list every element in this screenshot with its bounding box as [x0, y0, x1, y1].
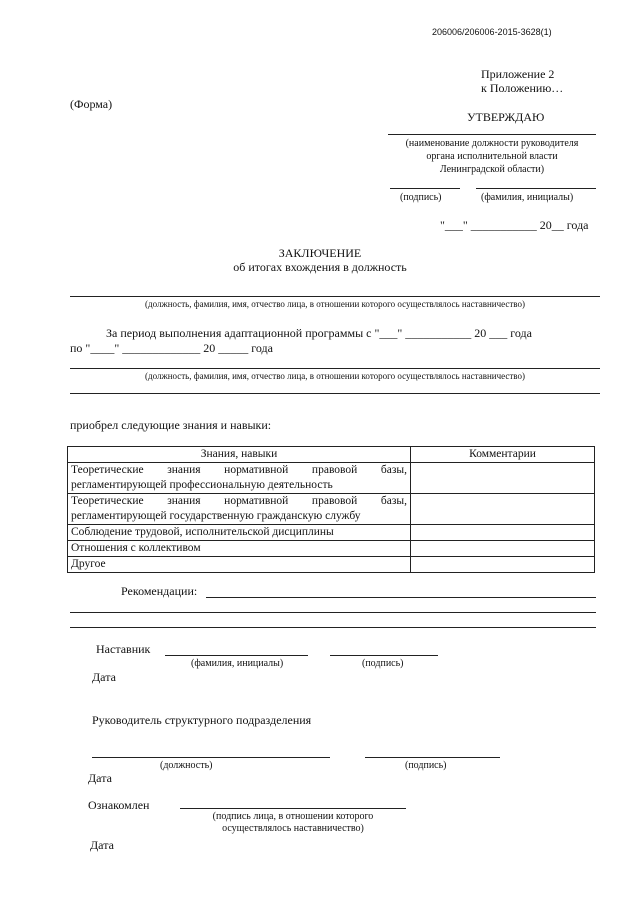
recommendations-label: Рекомендации: — [121, 584, 198, 598]
acquired-label: приобрел следующие знания и навыки: — [70, 418, 272, 432]
head-sign-field[interactable] — [365, 757, 500, 758]
skill-text: Теоретические знания нормативной правовой базы, — [71, 464, 407, 476]
recommendations-line-1[interactable] — [206, 597, 596, 598]
approve-heading: УТВЕРЖДАЮ — [467, 110, 545, 124]
head-unit-label: Руководитель структурного подразделения — [92, 713, 312, 727]
recommendations-line-2[interactable] — [70, 612, 596, 613]
skills-table — [67, 446, 595, 573]
head-position-line[interactable] — [388, 134, 596, 135]
person-caption-1: (должность, фамилия, имя, отчество лица, в отношении которого осуществлялось наставничество) — [145, 299, 525, 309]
mentor-label: Наставник — [96, 642, 151, 656]
document-id: 206006/206006-2015-3628(1) — [432, 27, 552, 37]
document-title: ЗАКЛЮЧЕНИЕ — [278, 246, 362, 260]
table-row — [68, 541, 595, 557]
skill-cell — [68, 541, 411, 557]
comment-cell[interactable] — [411, 463, 595, 494]
skill-text: регламентирующей государственную гражданскую службу — [71, 510, 361, 522]
head-position-field[interactable] — [92, 757, 330, 758]
comment-cell[interactable] — [411, 494, 595, 525]
appendix-line-1: Приложение 2 — [481, 67, 555, 81]
comment-cell[interactable] — [411, 541, 595, 557]
position-caption: (должность) — [160, 760, 213, 771]
familiarized-sign-line[interactable] — [180, 808, 406, 809]
mentor-sign-line[interactable] — [330, 655, 438, 656]
table-row — [68, 463, 595, 494]
mentor-date-label: Дата — [92, 670, 116, 684]
person-line-2[interactable] — [70, 368, 600, 369]
form-label: (Форма) — [70, 97, 113, 111]
skill-text: Другое — [71, 558, 106, 570]
comment-cell[interactable] — [411, 557, 595, 573]
skill-cell — [68, 557, 411, 573]
person-line-3[interactable] — [70, 393, 600, 394]
approve-name-caption: (фамилия, инициалы) — [481, 192, 574, 203]
head-caption-1: (наименование должности руководителя — [405, 138, 579, 149]
skill-text: Теоретические знания нормативной правовой базы, — [71, 495, 407, 507]
familiarized-label: Ознакомлен — [88, 798, 150, 812]
approve-date[interactable]: "___" ___________ 20__ года — [440, 218, 589, 232]
mentor-sign-caption: (подпись) — [362, 658, 404, 669]
comments-header: Комментарии — [411, 447, 595, 463]
period-line-1: За период выполнения адаптационной программы с "___" ___________ 20 ___ года — [106, 326, 532, 340]
mentor-name-line[interactable] — [165, 655, 308, 656]
person-line-1[interactable] — [70, 296, 600, 297]
approve-name-line[interactable] — [476, 188, 596, 189]
approve-sign-caption: (подпись) — [400, 192, 442, 203]
period-line-2: по "____" _____________ 20 _____ года — [70, 341, 273, 355]
skill-text: Соблюдение трудовой, исполнительской дисциплины — [71, 526, 334, 538]
mentor-name-caption: (фамилия, инициалы) — [191, 658, 284, 669]
skill-cell — [68, 494, 411, 525]
familiar-caption-2: осуществлялось наставничество) — [222, 823, 364, 834]
familiar-caption-1: (подпись лица, в отношении которого — [212, 811, 374, 822]
familiarized-date-label: Дата — [90, 838, 114, 852]
head-caption-2: органа исполнительной власти — [426, 151, 558, 162]
appendix-line-2: к Положению… — [481, 81, 564, 95]
skill-cell — [68, 463, 411, 494]
table-row — [68, 525, 595, 541]
skills-header: Знания, навыки — [68, 447, 411, 463]
skill-text: Отношения с коллективом — [71, 542, 201, 554]
skill-cell — [68, 525, 411, 541]
table-row — [68, 494, 595, 525]
approve-sign-line[interactable] — [390, 188, 460, 189]
table-row — [68, 557, 595, 573]
recommendations-line-3[interactable] — [70, 627, 596, 628]
head-sign-caption: (подпись) — [405, 760, 447, 771]
comment-cell[interactable] — [411, 525, 595, 541]
head-caption-3: Ленинградской области) — [439, 164, 545, 175]
document-subtitle: об итогах вхождения в должность — [233, 260, 407, 274]
head-date-label: Дата — [88, 771, 112, 785]
skill-text: регламентирующей профессиональную деятельность — [71, 479, 333, 491]
person-caption-2: (должность, фамилия, имя, отчество лица, в отношении которого осуществлялось наставничество) — [145, 371, 525, 381]
